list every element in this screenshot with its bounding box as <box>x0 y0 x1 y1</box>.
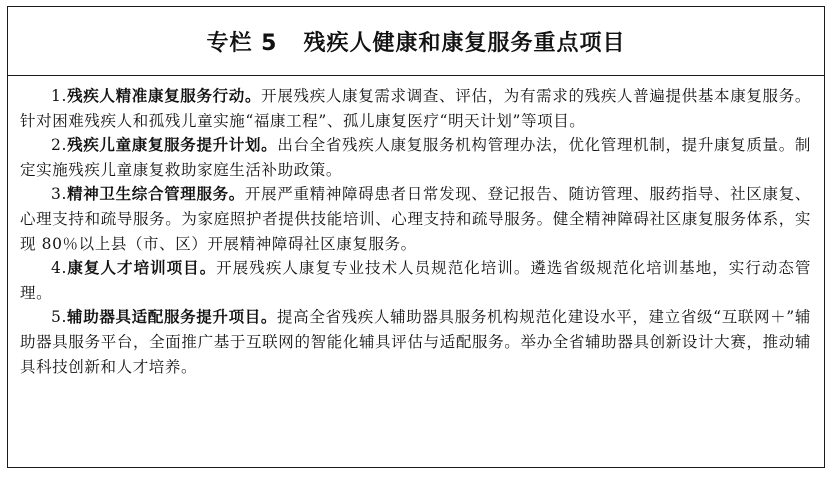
item-text: 开展严重精神障碍患者日常发现、登记报告、随访管理、服药指导、社区康复、心理支持和疏导服务。为家庭照护者提供技能培训、心理支持和疏导服务。健全精神障碍社区康复服务体系，实现 80％以上县（市、区）开展精神障碍社区康复服务。 <box>20 185 811 253</box>
item-title: 康复人才培训项目。 <box>67 259 217 278</box>
item-text: 提高全省残疾人辅助器具服务机构规范化建设水平，建立省级“互联网＋”辅助器具服务平台，全面推广基于互联网的智能化辅具评估与适配服务。举办全省辅助器具创新设计大赛，推动辅具科技创新和人才培养。 <box>20 308 811 376</box>
column-box <box>7 6 825 468</box>
project-item <box>20 84 811 133</box>
item-title: 精神卫生综合管理服务。 <box>67 185 245 204</box>
project-item <box>20 133 811 182</box>
item-title: 残疾儿童康复服务提升计划。 <box>67 136 278 155</box>
project-item <box>20 182 811 256</box>
box-label: 专栏 5 <box>206 30 278 56</box>
box-content <box>8 76 824 379</box>
item-title: 辅助器具适配服务提升项目。 <box>67 308 278 327</box>
box-title: 残疾人健康和康复服务重点项目 <box>303 30 626 56</box>
item-number: 3. <box>51 185 67 204</box>
project-item <box>20 256 811 305</box>
item-number: 4. <box>51 259 67 278</box>
item-text: 开展残疾人康复需求调查、评估，为有需求的残疾人普遍提供基本康复服务。针对困难残疾人和孤残儿童实施“福康工程”、孤儿康复医疗“明天计划”等项目。 <box>20 87 812 130</box>
project-item <box>20 305 811 379</box>
box-header <box>8 7 824 76</box>
item-text: 开展残疾人康复专业技术人员规范化培训。遴选省级规范化培训基地，实行动态管理。 <box>20 259 811 302</box>
item-number: 5. <box>51 308 67 327</box>
item-number: 1. <box>51 87 67 105</box>
item-title: 残疾人精准康复服务行动。 <box>67 87 262 105</box>
item-number: 2. <box>51 136 67 155</box>
item-text: 出台全省残疾人康复服务机构管理办法，优化管理机制，提升康复质量。制定实施残疾儿童康复救助家庭生活补助政策。 <box>20 136 811 179</box>
